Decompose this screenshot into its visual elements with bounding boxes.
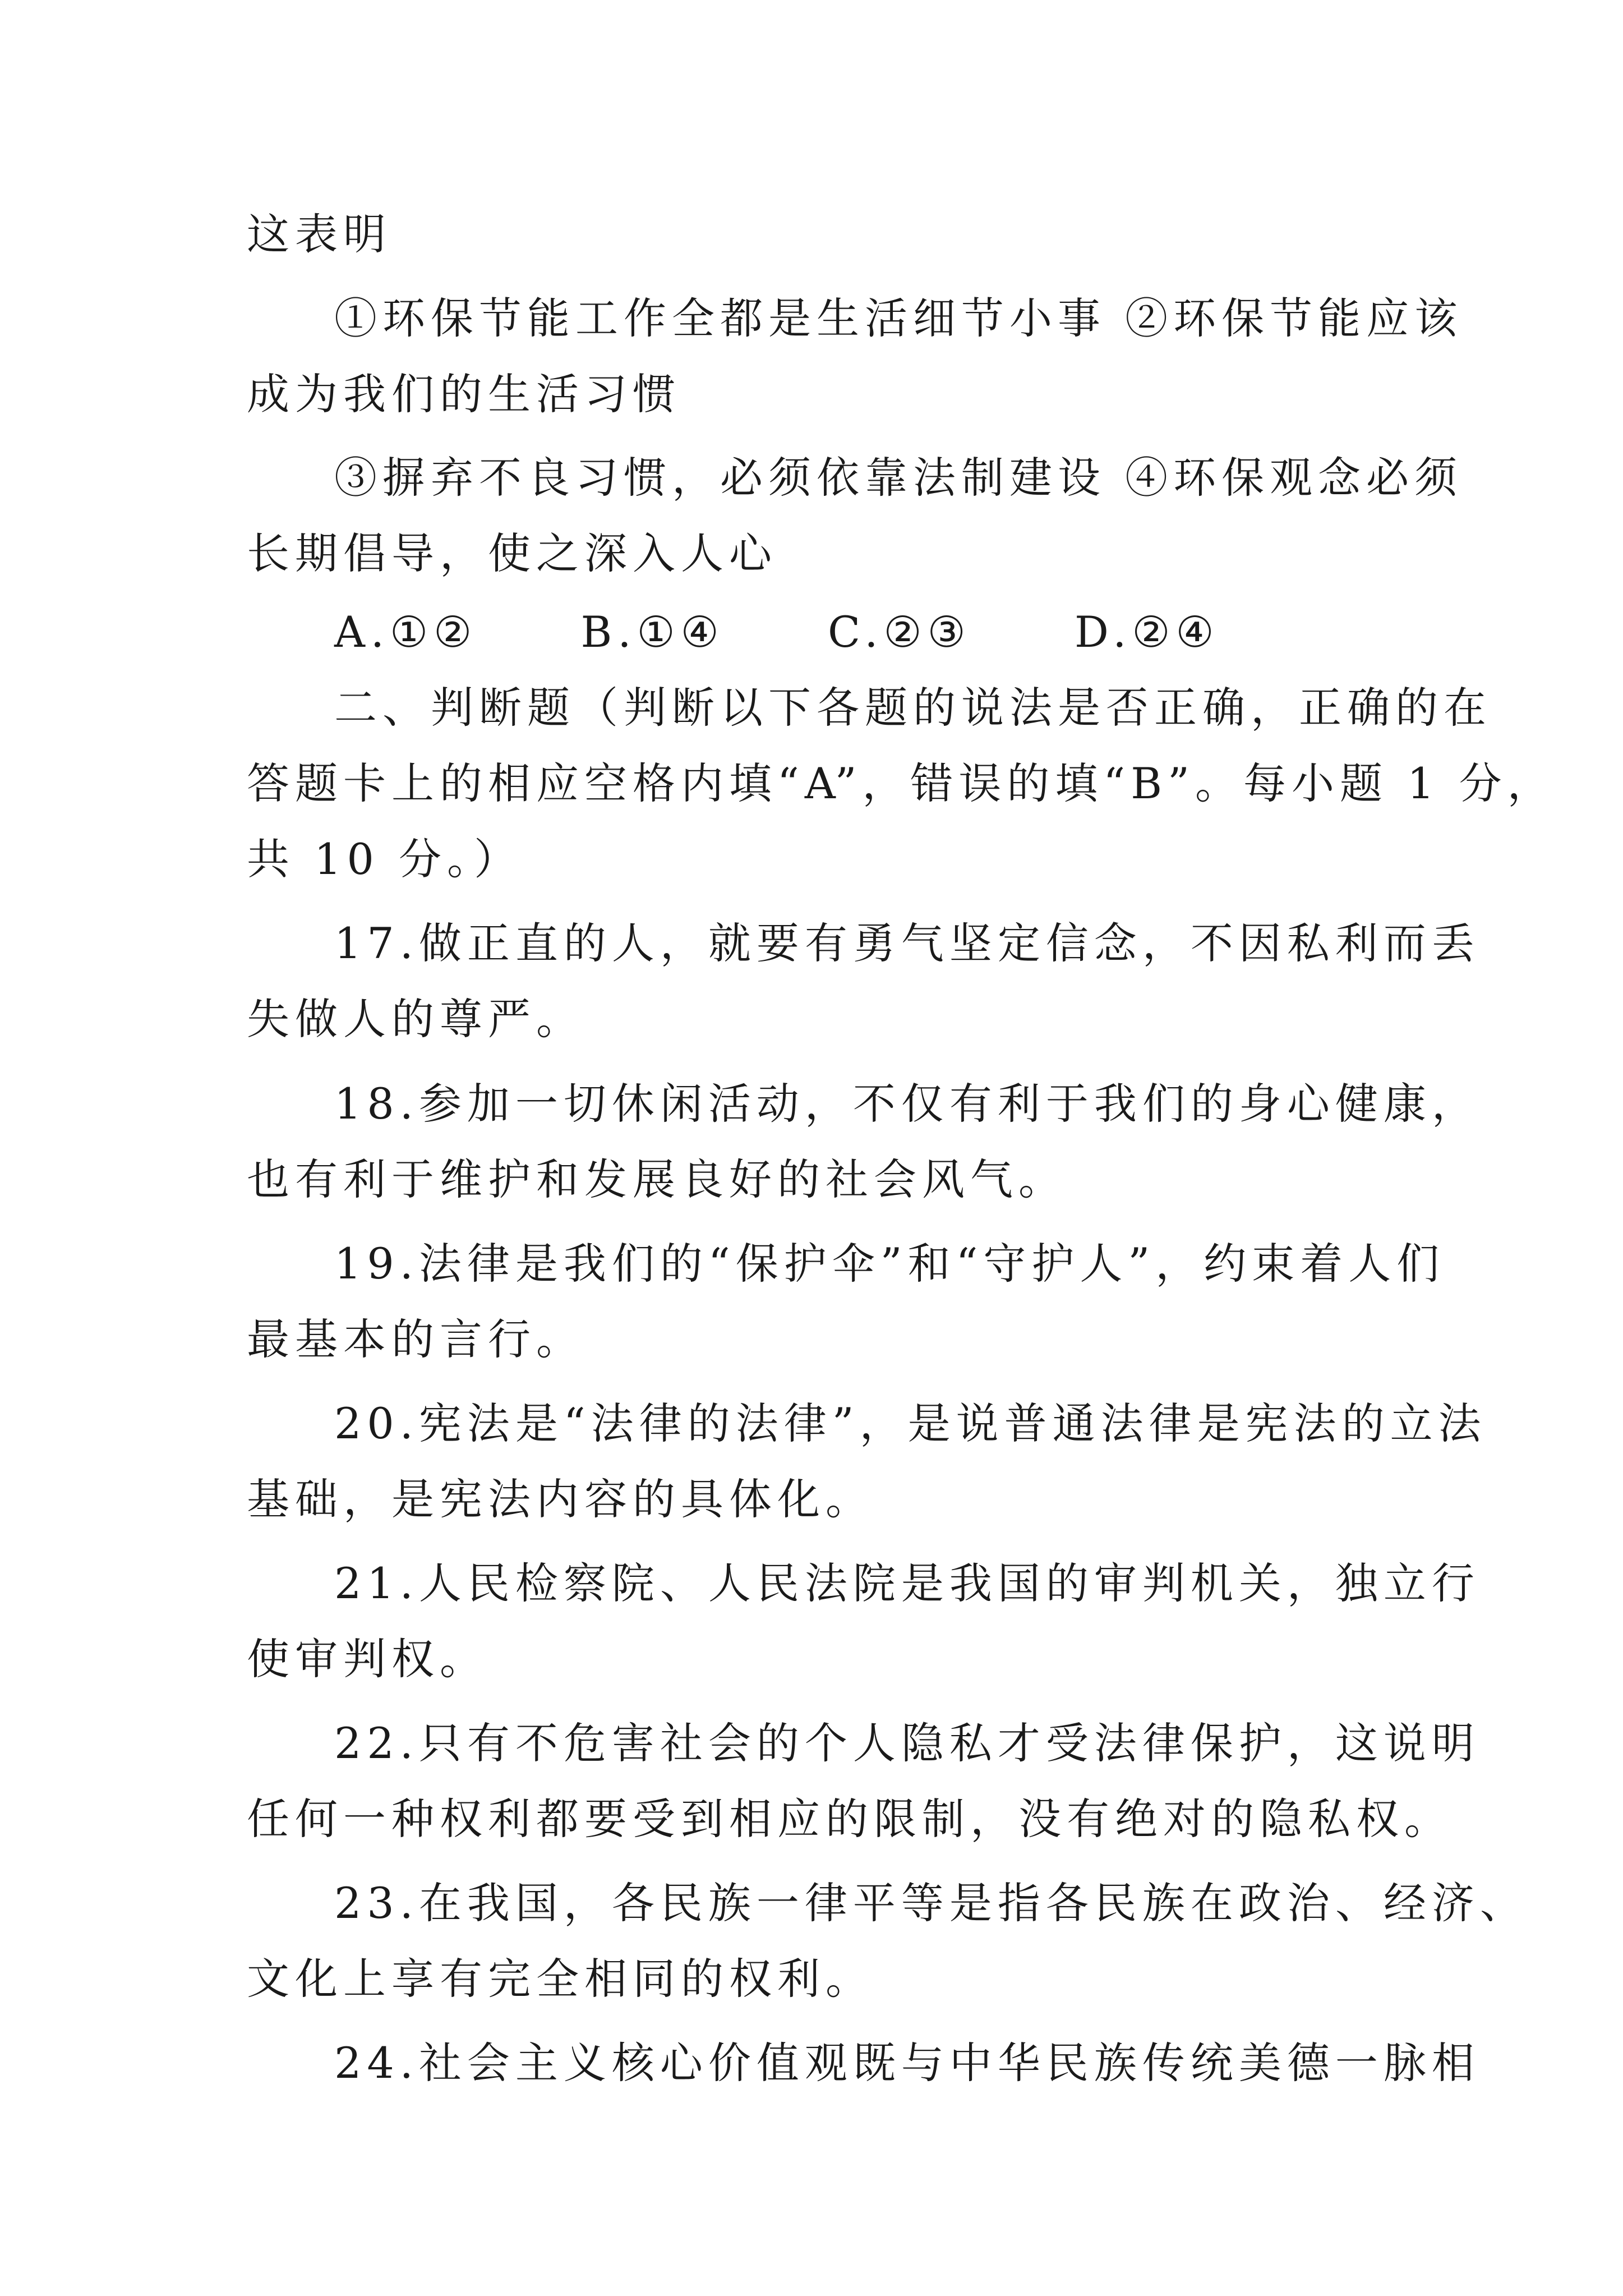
- section2-heading-line-2: 答题卡上的相应空格内填“A”，错误的填“B”。每小题 1 分，: [247, 758, 1556, 808]
- q16-options-line-1: ①环保节能工作全都是生活细节小事 ②环保节能应该: [334, 293, 1463, 343]
- choice-b: B.①④: [580, 607, 725, 657]
- question-18-line-2: 也有利于维护和发展良好的社会风气。: [247, 1154, 1067, 1204]
- question-17-line-2: 失做人的尊严。: [247, 994, 584, 1044]
- choice-c: C.②③: [827, 607, 971, 657]
- question-23-line-2: 文化上享有完全相同的权利。: [247, 1954, 874, 2004]
- section2-heading-line-1: 二、判断题（判断以下各题的说法是否正确，正确的在: [334, 683, 1492, 733]
- choice-a: A.①②: [334, 607, 478, 657]
- q16-options-line-4: 长期倡导，使之深入人心: [247, 528, 777, 578]
- q16-answer-choices: [334, 604, 1220, 660]
- question-20-line-2: 基础，是宪法内容的具体化。: [247, 1474, 874, 1524]
- question-22-line-2: 任何一种权利都要受到相应的限制，没有绝对的隐私权。: [247, 1794, 1453, 1844]
- question-17-line-1: 17.做正直的人，就要有勇气坚定信念，不因私利而丢: [334, 918, 1480, 968]
- choice-d: D.②④: [1074, 607, 1220, 657]
- question-24-line-1: 24.社会主义核心价值观既与中华民族传统美德一脉相: [334, 2038, 1480, 2088]
- q16-options-line-3: ③摒弃不良习惯，必须依靠法制建设 ④环保观念必须: [334, 453, 1463, 503]
- question-18-line-1: 18.参加一切休闲活动，不仅有利于我们的身心健康，: [334, 1079, 1480, 1129]
- question-22-line-1: 22.只有不危害社会的个人隐私才受法律保护，这说明: [334, 1718, 1480, 1768]
- question-20-line-1: 20.宪法是“法律的法律”，是说普通法律是宪法的立法: [334, 1398, 1487, 1448]
- section2-heading-line-3: 共 10 分。）: [247, 834, 523, 884]
- q16-tail-text: 这表明: [247, 209, 391, 259]
- question-23-line-1: 23.在我国，各民族一律平等是指各民族在政治、经济、: [334, 1878, 1528, 1928]
- question-21-line-1: 21.人民检察院、人民法院是我国的审判机关，独立行: [334, 1558, 1480, 1608]
- question-19-line-2: 最基本的言行。: [247, 1314, 584, 1364]
- question-19-line-1: 19.法律是我们的“保护伞”和“守护人”，约束着人们: [334, 1239, 1445, 1289]
- question-21-line-2: 使审判权。: [247, 1634, 488, 1684]
- q16-options-line-2: 成为我们的生活习惯: [247, 369, 681, 419]
